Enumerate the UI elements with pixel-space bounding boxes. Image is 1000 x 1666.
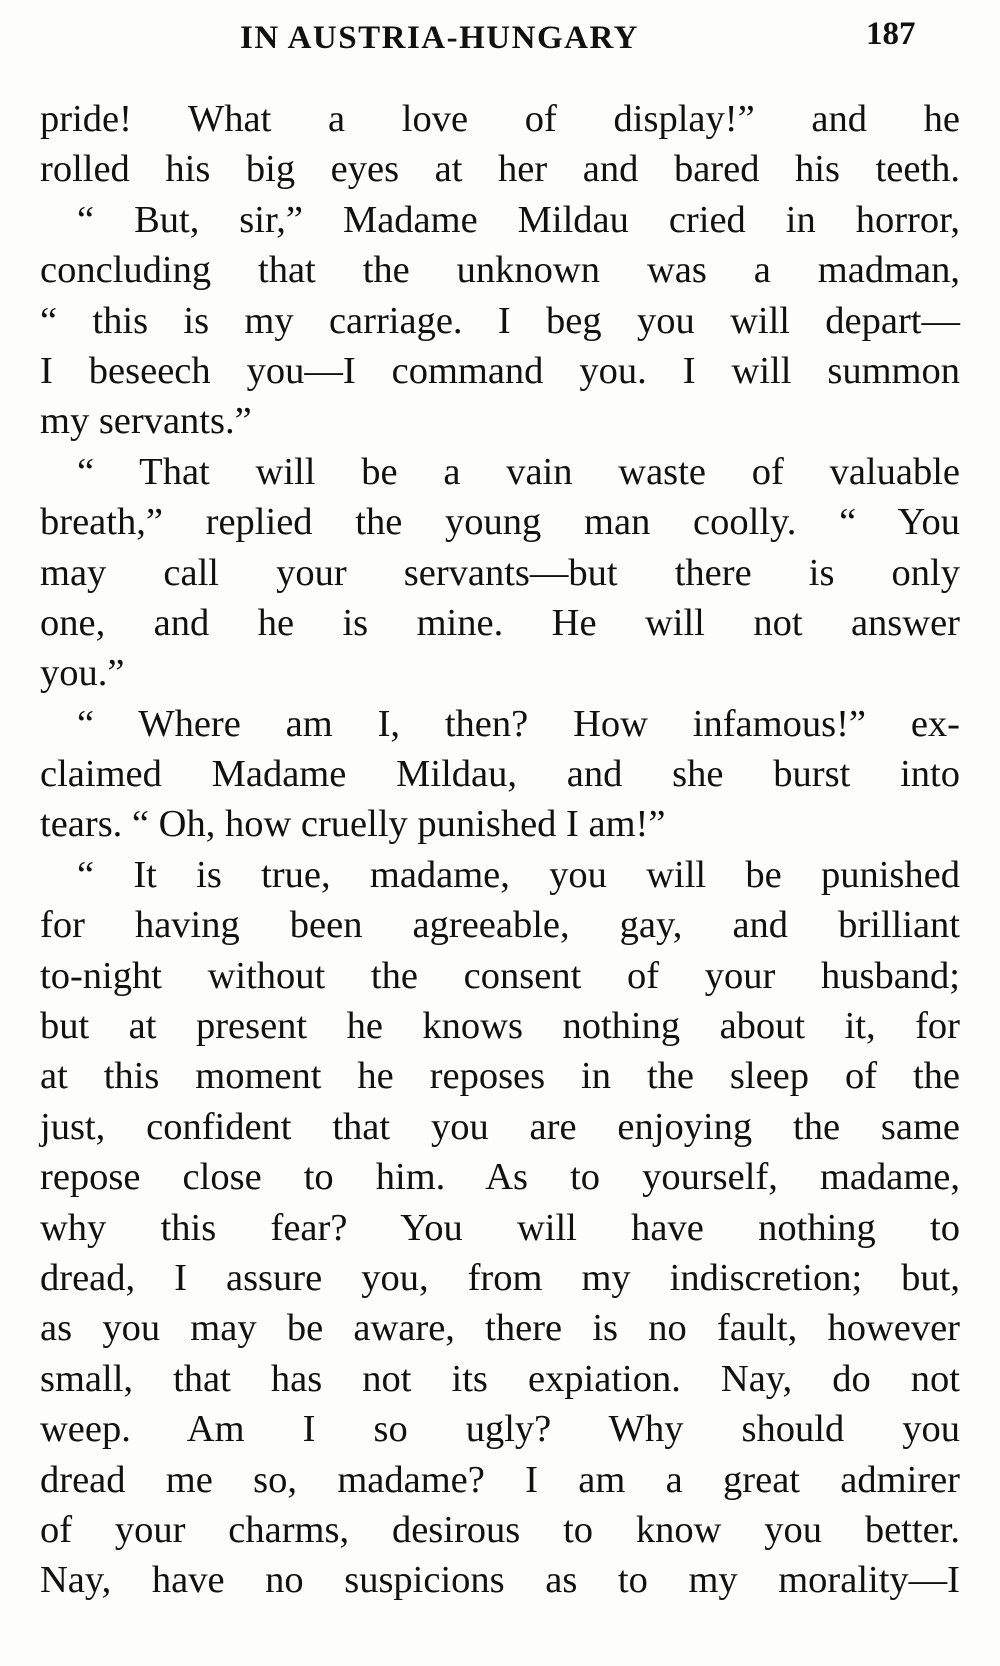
text-line: “ Where am I, then? How infamous!” ex- bbox=[77, 702, 960, 745]
text-line: may call your servants—but there is only bbox=[40, 551, 960, 594]
text-line: dread, I assure you, from my indiscretion; but, bbox=[40, 1256, 960, 1299]
text-line: pride! What a love of display!” and he bbox=[40, 98, 960, 140]
text-line: weep. Am I so ugly? Why should you bbox=[40, 1408, 960, 1451]
text-line: Nay, have no suspicions as to my morality—I bbox=[40, 1559, 960, 1602]
text-line: one, and he is mine. He will not answer bbox=[40, 601, 960, 644]
text-line: to-night without the consent of your husband; bbox=[40, 954, 960, 997]
text-line: claimed Madame Mildau, and she burst into bbox=[40, 753, 960, 796]
text-line: but at present he knows nothing about it, for bbox=[40, 1005, 960, 1048]
text-line: repose close to him. As to yourself, madame, bbox=[40, 1156, 960, 1199]
running-title: IN AUSTRIA-HUNGARY bbox=[240, 20, 639, 56]
text-line: you.” bbox=[40, 652, 125, 695]
text-line: “ That will be a vain waste of valuable bbox=[77, 450, 960, 493]
text-line: of your charms, desirous to know you better. bbox=[40, 1508, 960, 1551]
text-line: tears. “ Oh, how cruelly punished I am!” bbox=[40, 803, 666, 846]
text-line: “ But, sir,” Madame Mildau cried in horror, bbox=[77, 198, 960, 241]
text-line: as you may be aware, there is no fault, however bbox=[40, 1307, 960, 1350]
text-line: rolled his big eyes at her and bared his teeth. bbox=[40, 148, 960, 191]
text-line: “ this is my carriage. I beg you will depart— bbox=[40, 299, 960, 342]
body-text bbox=[40, 94, 960, 1606]
text-line: breath,” replied the young man coolly. “ You bbox=[40, 501, 960, 544]
text-line: at this moment he reposes in the sleep of the bbox=[40, 1055, 960, 1098]
text-line: concluding that the unknown was a madman, bbox=[40, 249, 960, 292]
text-line: “ It is true, madame, you will be punished bbox=[77, 853, 960, 896]
running-head bbox=[0, 16, 1000, 76]
text-line: small, that has not its expiation. Nay, do not bbox=[40, 1357, 960, 1400]
text-line: my servants.” bbox=[40, 400, 252, 443]
text-line: just, confident that you are enjoying the same bbox=[40, 1105, 960, 1148]
text-line: dread me so, madame? I am a great admirer bbox=[40, 1458, 960, 1501]
text-line: why this fear? You will have nothing to bbox=[40, 1206, 960, 1249]
text-line: I beseech you—I command you. I will summon bbox=[40, 349, 960, 392]
text-line: for having been agreeable, gay, and brilliant bbox=[40, 904, 960, 947]
page-number: 187 bbox=[866, 16, 916, 52]
